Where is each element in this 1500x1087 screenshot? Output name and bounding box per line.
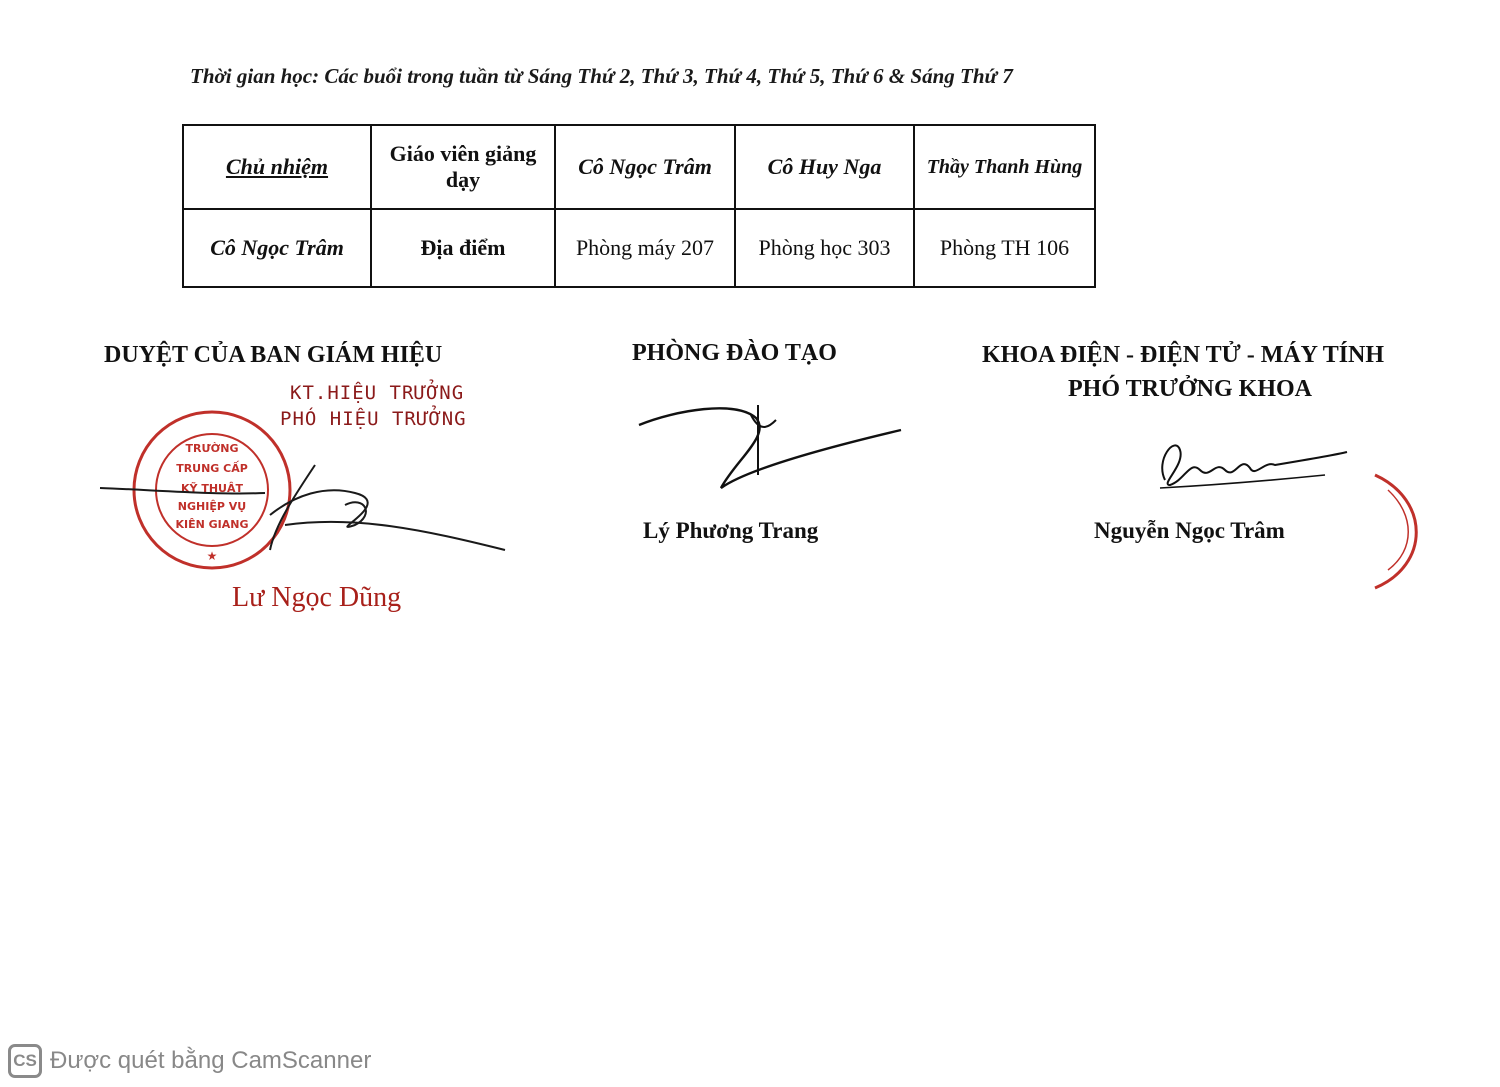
board-role-line1: KT.HIỆU TRƯỞNG [290,382,465,404]
table-cell: Cô Ngọc Trâm [183,209,371,287]
camscanner-logo-icon: CS [8,1044,42,1078]
table-cell: Địa điểm [371,209,555,287]
svg-text:★: ★ [206,549,218,563]
table-cell: Cô Huy Nga [735,125,914,209]
svg-text:NGHIỆP VỤ: NGHIỆP VỤ [177,500,247,513]
table-row [183,125,1095,209]
table-cell: Cô Ngọc Trâm [555,125,735,209]
svg-text:TRUNG CẤP: TRUNG CẤP [176,462,248,475]
table-cell: Chủ nhiệm [183,125,371,209]
partial-stamp [1370,470,1430,595]
board-role-line2: PHÓ HIỆU TRƯỞNG [280,408,467,430]
watermark-text: Được quét bằng CamScanner [50,1047,372,1074]
table-cell: Phòng học 303 [735,209,914,287]
board-approval-title: DUYỆT CỦA BAN GIÁM HIỆU [104,342,443,368]
schedule-table [182,124,1096,288]
training-office-title: PHÒNG ĐÀO TẠO [632,340,837,366]
faculty-title: KHOA ĐIỆN - ĐIỆN TỬ - MÁY TÍNH [982,342,1385,368]
training-signature [636,400,906,495]
faculty-signature [1155,430,1350,495]
table-cell: Giáo viên giảng dạy [371,125,555,209]
board-signer-name: Lư Ngọc Dũng [232,582,402,613]
board-signature [95,455,515,565]
table-cell: Thầy Thanh Hùng [914,125,1095,209]
svg-text:TRƯỜNG: TRƯỜNG [185,442,239,455]
faculty-signer-name: Nguyễn Ngọc Trâm [1094,518,1285,543]
table-cell: Phòng TH 106 [914,209,1095,287]
scanner-watermark [8,1041,371,1081]
svg-text:KỸ THUẬT: KỸ THUẬT [181,482,243,495]
training-signer-name: Lý Phương Trang [643,518,819,543]
schedule-note: Thời gian học: Các buổi trong tuần từ Sáng Thứ 2, Thứ 3, Thứ 4, Thứ 5, Thứ 6 & Sáng Thứ 7 [190,64,1013,88]
table-cell: Phòng máy 207 [555,209,735,287]
table-row [183,209,1095,287]
svg-text:KIÊN GIANG: KIÊN GIANG [175,518,249,531]
faculty-role: PHÓ TRƯỞNG KHOA [1068,376,1313,402]
